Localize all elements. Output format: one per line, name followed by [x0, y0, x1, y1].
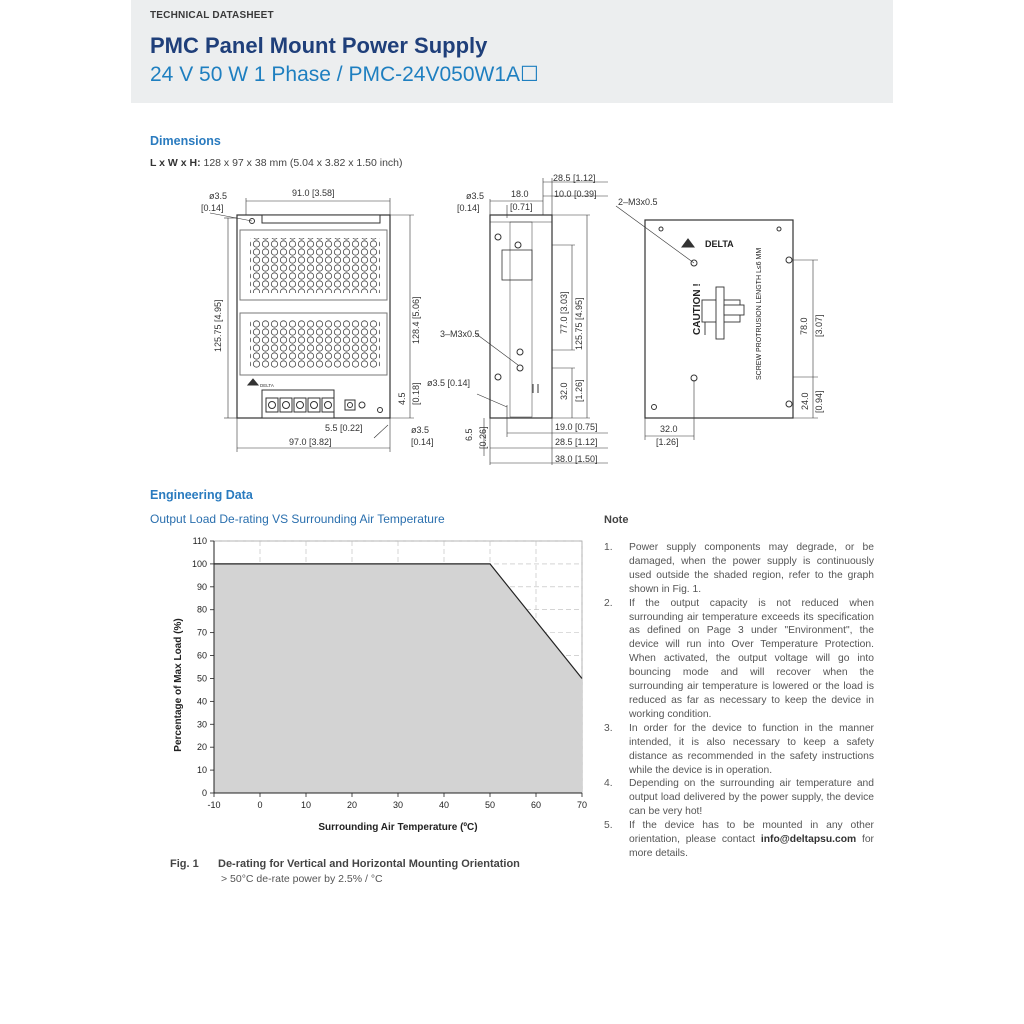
dim-side-top-b: 10.0 [0.39]: [554, 189, 597, 199]
y-tick-label: 0: [201, 788, 207, 798]
dim-back-h24: 24.0: [800, 392, 810, 410]
notes-list: [604, 541, 874, 861]
dim-back-screw: 2–M3x0.5: [618, 197, 658, 207]
dim-side-h77: 77.0 [3.03]: [559, 291, 569, 334]
dim-side-hole-right: ø3.5 [0.14]: [427, 378, 471, 388]
dim-back-h24-in: [0.94]: [814, 390, 824, 413]
lwh-label: L x W x H:: [150, 157, 201, 169]
note-item: [604, 722, 874, 778]
dim-side-bottom-left: 6.5: [464, 428, 474, 441]
figure-caption: [170, 858, 520, 870]
dim-side-h32: 32.0: [559, 382, 569, 400]
y-tick-label: 10: [196, 765, 207, 776]
note-item: [604, 819, 874, 861]
y-tick-label: 40: [196, 696, 207, 707]
dim-side-screw: 3–M3x0.5: [440, 329, 480, 339]
dim-front-bottom-hole-in: [0.14]: [411, 437, 434, 447]
note-number: 4.: [604, 778, 613, 790]
dim-front-bottom-offset: 5.5 [0.22]: [325, 423, 363, 433]
dim-front-inner-height: 128.4 [5.06]: [411, 296, 421, 344]
lwh-value: 128 x 97 x 38 mm (5.04 x 3.82 x 1.50 inch): [203, 157, 403, 169]
y-axis-label: Percentage of Max Load (%): [173, 618, 184, 752]
x-tick-label: 20: [346, 800, 358, 810]
note-text: If the device has to be mounted in any other orientation, please contact: [629, 820, 874, 846]
x-tick-label: 10: [300, 800, 312, 810]
note-text: Depending on the surrounding air temperature and output load delivered by the power supply, the device can be very hot!: [629, 778, 874, 818]
x-tick-label: 50: [484, 800, 496, 810]
engineering-heading: Engineering Data: [150, 488, 253, 502]
dim-front-small-h-in: [0.18]: [411, 382, 421, 405]
x-tick-label: 40: [438, 800, 450, 810]
dim-back-w32: 32.0: [660, 424, 678, 434]
note-item: [604, 777, 874, 819]
dim-back-h78: 78.0: [799, 317, 809, 335]
dim-side-bottom-left-in: [0.26]: [478, 426, 488, 449]
figure-note: > 50°C de-rate power by 2.5% / °C: [221, 873, 383, 885]
derating-chart: [160, 530, 590, 840]
note-text-tail: for more details.: [629, 834, 874, 859]
y-tick-label: 70: [196, 627, 207, 638]
dim-back-h78-in: [3.07]: [814, 314, 824, 337]
figure-title: De-rating for Vertical and Horizontal Mounting Orientation: [218, 858, 520, 870]
note-number: 5.: [604, 820, 613, 832]
dim-side-top-a-in: [0.71]: [510, 202, 533, 212]
dim-front-bottom-hole: ø3.5: [411, 425, 430, 435]
y-tick-label: 20: [196, 742, 207, 753]
y-tick-label: 30: [196, 719, 207, 730]
note-number: 1.: [604, 542, 613, 553]
x-tick-label: 60: [530, 800, 542, 810]
dim-front-top-width: 91.0 [3.58]: [292, 188, 335, 198]
dim-front-hole-in: [0.14]: [201, 203, 224, 213]
dim-side-h32-in: [1.26]: [574, 379, 584, 402]
dim-front-hole: ø3.5: [209, 191, 228, 201]
dim-back-w32-in: [1.26]: [656, 437, 679, 447]
note-heading: Note: [604, 514, 629, 526]
x-tick-label: 30: [392, 800, 404, 810]
dim-side-top-c: 28.5 [1.12]: [553, 173, 596, 183]
back-protrusion-text: SCREW PROTRUSION LENGTH L≤6 MM: [756, 247, 763, 380]
y-tick-label: 50: [196, 673, 207, 684]
note-text: Power supply components may degrade, or be damaged, when the power supply is continuously used outside the shaded region, refer to the graph shown in Fig. 1.: [629, 542, 874, 595]
page-title: PMC Panel Mount Power Supply: [150, 33, 488, 58]
x-tick-label: -10: [207, 800, 221, 810]
dimensions-heading: Dimensions: [150, 134, 221, 148]
dimension-drawings: [190, 168, 830, 473]
chart-subtitle: Output Load De-rating VS Surrounding Air Temperature: [150, 512, 445, 526]
back-caution-text: CAUTION !: [692, 283, 703, 335]
document-type-label: TECHNICAL DATASHEET: [150, 10, 274, 21]
x-axis-label: Surrounding Air Temperature (ºC): [318, 822, 478, 833]
y-tick-label: 110: [192, 536, 207, 546]
note-item: [604, 541, 874, 597]
x-tick-label: 0: [257, 800, 263, 810]
x-tick-label: 70: [576, 800, 588, 810]
dim-front-bottom-width: 97.0 [3.82]: [289, 437, 332, 447]
dim-front-small-h: 4.5: [397, 392, 407, 405]
contact-email[interactable]: info@deltapsu.com: [760, 834, 857, 846]
dim-side-b38: 38.0 [1.50]: [555, 454, 598, 464]
dim-side-hole: ø3.5: [466, 191, 485, 201]
dim-side-top-a: 18.0: [511, 189, 529, 199]
y-tick-label: 90: [196, 581, 207, 592]
dim-front-left-height: 125.75 [4.95]: [213, 299, 223, 352]
note-text: If the output capacity is not reduced when surrounding air temperature exceeds its specification as defined on Page 3 under "Environment", the device will run into Over Temperature Protection. When activated, the output voltage will go into bouncing mode and will recover when the surrounding air temperature is lowered or the load is reduced as far as necessary to keep the device in working condition.: [629, 597, 874, 720]
dim-side-b19: 19.0 [0.75]: [555, 422, 598, 432]
dim-side-h125: 125.75 [4.95]: [574, 297, 584, 350]
y-tick-label: 80: [196, 604, 207, 615]
y-tick-label: 100: [191, 558, 207, 569]
dim-side-b285: 28.5 [1.12]: [555, 437, 598, 447]
note-number: 2.: [604, 597, 613, 609]
front-brand-text: DELTA: [260, 383, 274, 388]
note-item: [604, 597, 874, 722]
note-number: 3.: [604, 722, 613, 734]
y-tick-label: 60: [196, 650, 207, 661]
figure-label: Fig. 1: [170, 858, 199, 870]
page-subtitle: 24 V 50 W 1 Phase / PMC-24V050W1A☐: [150, 63, 539, 86]
note-text: In order for the device to function in the manner intended, it is also necessary to keep a safety distance as recommended in the safety instructions while the device is in operation.: [629, 722, 874, 776]
back-brand-text: DELTA: [705, 239, 734, 249]
dim-side-hole-in: [0.14]: [457, 203, 480, 213]
front-view: [210, 198, 414, 452]
